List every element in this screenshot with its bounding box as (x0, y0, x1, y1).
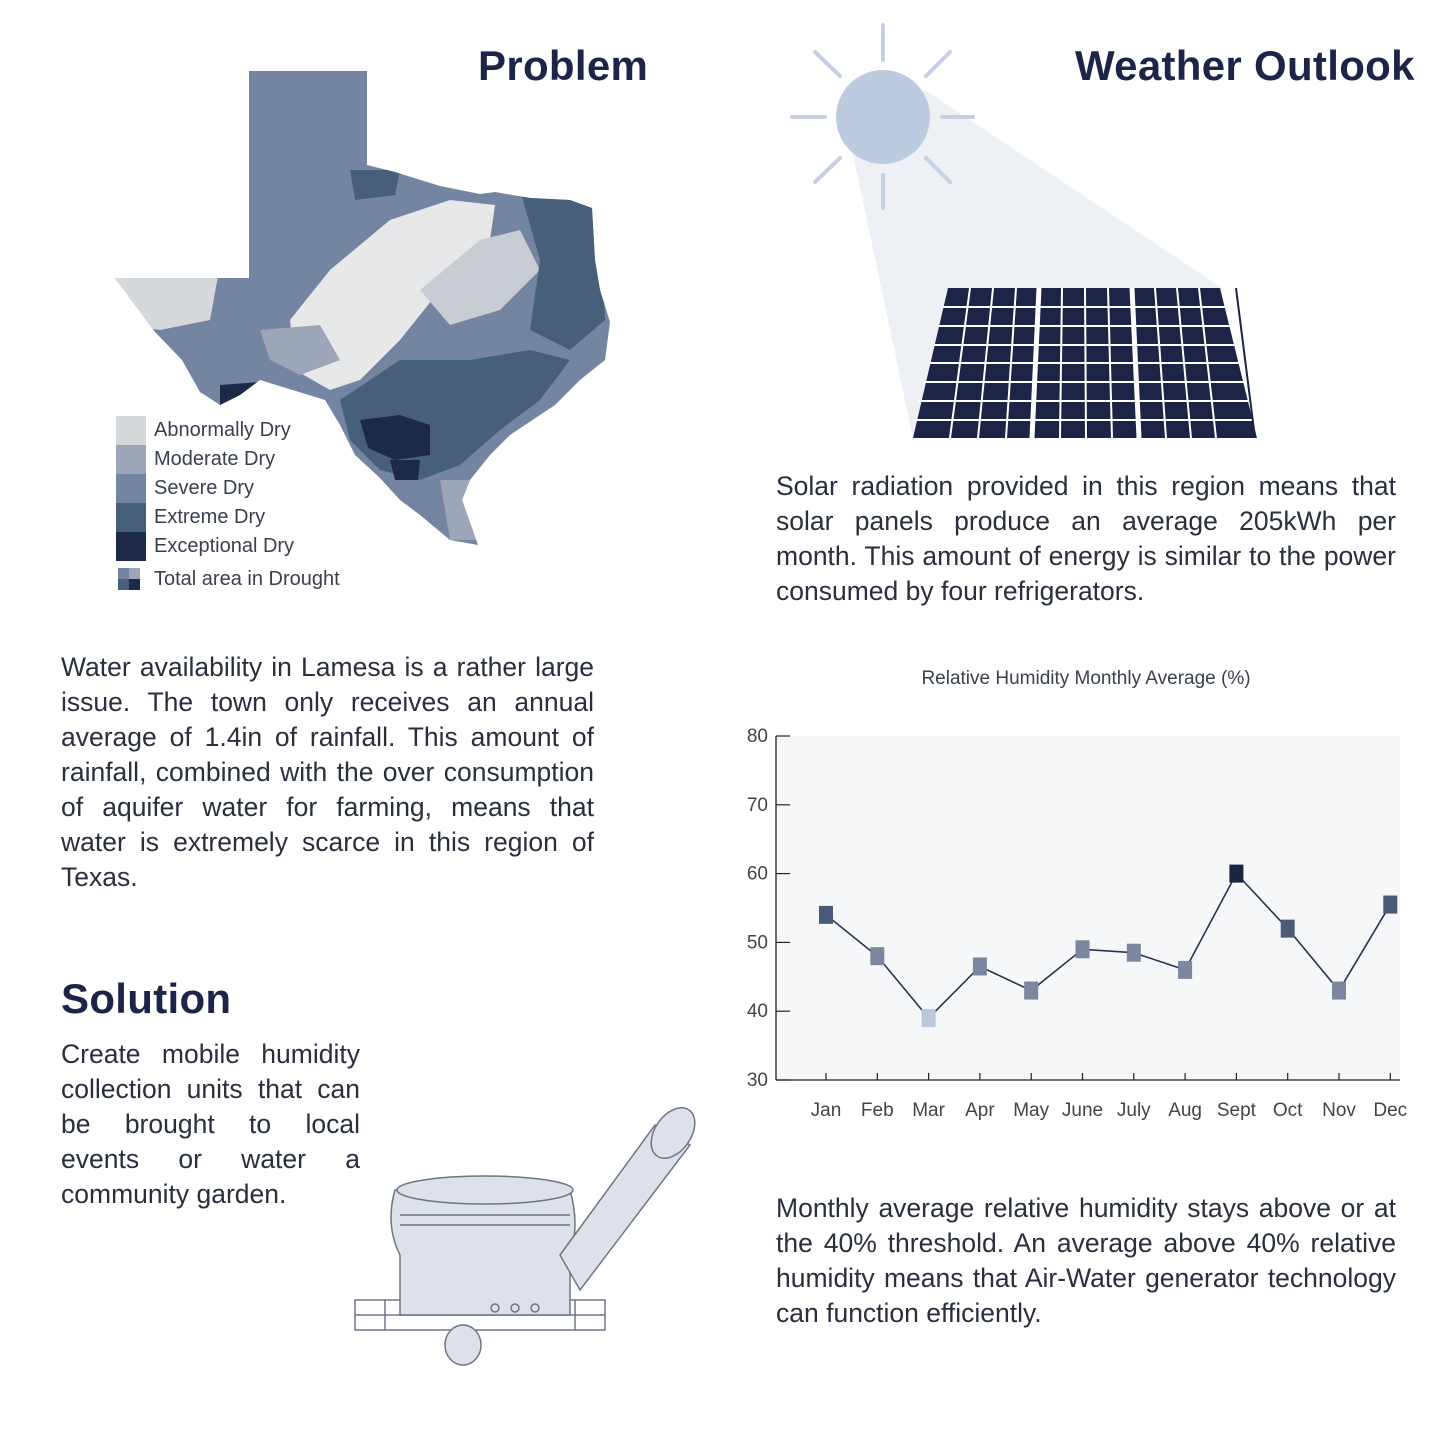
y-tick-label: 40 (746, 1001, 768, 1023)
y-tick-label: 60 (746, 863, 768, 885)
data-point-marker (922, 1009, 936, 1027)
x-tick-label: Sept (1216, 1100, 1256, 1121)
watering-can-unit-illustration (345, 1095, 715, 1375)
solar-panel-icon (913, 288, 1257, 438)
x-tick-label: Aug (1168, 1100, 1203, 1121)
legend-swatch (116, 503, 146, 532)
humidity-line-chart (720, 720, 1420, 1130)
data-point-marker (1127, 944, 1141, 962)
legend-label: Exceptional Dry (154, 535, 295, 557)
y-tick-label: 50 (746, 932, 768, 954)
x-tick-label: Dec (1373, 1100, 1408, 1121)
solution-title: Solution (61, 975, 232, 1022)
legend-item (116, 532, 294, 561)
data-point-marker (1229, 865, 1243, 883)
legend-item (116, 503, 265, 532)
solution-text: Create mobile humidity collection units that can be brought to local events or water a community garden. (61, 1039, 360, 1209)
legend-swatch (116, 474, 146, 503)
chart-title: Relative Humidity Monthly Average (%) (921, 668, 1251, 689)
weather-title: Weather Outlook (1075, 42, 1415, 89)
x-tick-label: Mar (912, 1100, 945, 1121)
legend-item (116, 416, 291, 445)
data-point-marker (819, 906, 833, 924)
problem-text: Water availability in Lamesa is a rather large issue. The town only receives an annual average of 1.4in of rainfall. This amount of rainfall, combined with the over consumption of aquifer water for farming, means that water is extremely scarce in this region of Texas. (61, 652, 594, 892)
data-point-marker (1281, 920, 1295, 938)
x-tick-label: Apr (965, 1100, 995, 1121)
solar-text: Solar radiation provided in this region means that solar panels produce an average 205kWh per month. This amount of energy is similar to the power consumed by four refrigerators. (776, 471, 1396, 606)
humidity-text: Monthly average relative humidity stays above or at the 40% threshold. An average above 40% relative humidity means that Air-Water generator technology can function efficiently. (776, 1193, 1396, 1328)
data-point-marker (1178, 961, 1192, 979)
data-point-marker (973, 957, 987, 975)
x-tick-label: May (1013, 1100, 1050, 1121)
x-tick-label: July (1116, 1100, 1151, 1121)
sun-icon (792, 25, 973, 208)
total-drought-swatch-icon (116, 566, 142, 592)
data-point-marker (1024, 982, 1038, 1000)
y-tick-label: 30 (746, 1070, 768, 1091)
y-tick-label: 80 (746, 726, 768, 747)
legend-item-total (116, 566, 340, 592)
x-tick-label: Feb (860, 1100, 894, 1121)
legend-label: Abnormally Dry (154, 419, 291, 441)
data-point-marker (1076, 940, 1090, 958)
x-tick-label: Nov (1322, 1100, 1356, 1121)
legend-label: Moderate Dry (154, 448, 276, 470)
drought-legend (116, 416, 396, 596)
plot-background (776, 736, 1400, 1080)
sun-solar-panel-illustration (780, 20, 1280, 450)
data-point-marker (870, 947, 884, 965)
legend-label: Total area in Drought (154, 567, 340, 590)
legend-swatch (116, 416, 146, 445)
data-point-marker (1332, 982, 1346, 1000)
problem-title: Problem (478, 42, 649, 89)
legend-item (116, 474, 254, 503)
x-tick-label: Oct (1272, 1100, 1303, 1121)
data-point-marker (1383, 896, 1397, 914)
legend-label: Extreme Dry (154, 506, 266, 528)
x-tick-label: June (1061, 1100, 1104, 1121)
legend-swatch (116, 532, 146, 561)
legend-item (116, 445, 275, 474)
legend-swatch (116, 445, 146, 474)
legend-label: Severe Dry (154, 477, 255, 499)
y-tick-label: 70 (746, 794, 768, 816)
x-tick-label: Jan (810, 1100, 842, 1121)
